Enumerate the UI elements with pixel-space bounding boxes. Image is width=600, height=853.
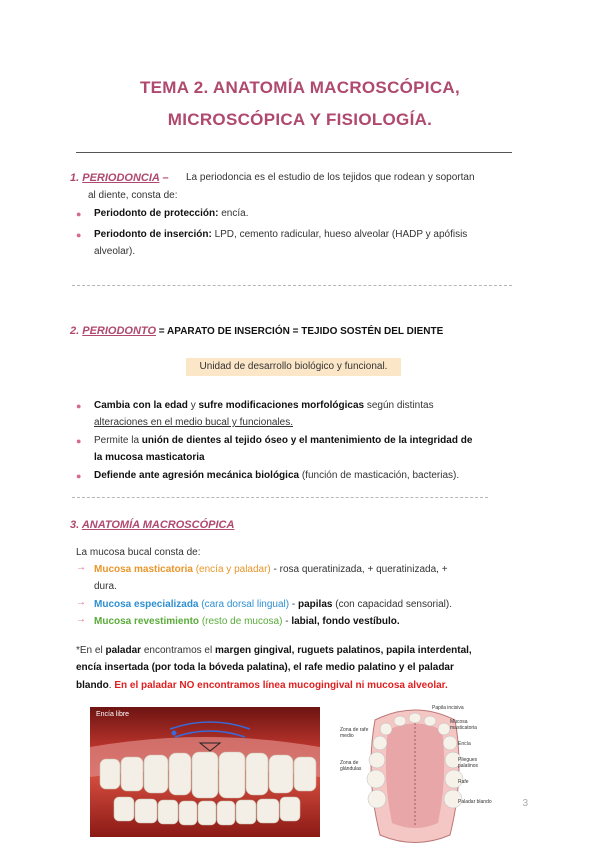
diagram-label: Pliegues palatinos xyxy=(458,757,479,769)
diagram-label: Encía xyxy=(458,741,471,747)
bullet-icon: ● xyxy=(76,471,82,481)
diagram-label: Rafe xyxy=(458,779,469,785)
arrow-right-icon: → xyxy=(76,597,86,608)
section-3-intro: La mucosa bucal consta de: xyxy=(76,547,201,558)
list-item-cont: alteraciones en el medio bucal y funcionales. xyxy=(94,417,294,428)
section-1-intro-cont: al diente, consta de: xyxy=(88,190,178,201)
photo-label: Encía libre xyxy=(96,711,130,718)
diagram-label: Mucosa masticatoria xyxy=(450,719,477,731)
teeth-photo xyxy=(90,707,320,837)
arrow-right-icon: → xyxy=(76,614,86,625)
highlight-box: Unidad de desarrollo biológico y funcional. xyxy=(186,358,401,376)
section-1-heading xyxy=(70,172,169,184)
bullet-icon: ● xyxy=(76,230,82,240)
list-item-cont: dura. xyxy=(94,581,117,592)
page-number: 3 xyxy=(522,798,528,809)
bullet-icon: ● xyxy=(76,436,82,446)
section-divider xyxy=(72,497,488,498)
list-item: Mucosa masticatoria (encía y paladar) - rosa queratinizada, + queratinizada, + xyxy=(94,564,448,575)
section-3-heading: 3. ANATOMÍA MACROSCÓPICA xyxy=(70,519,235,531)
list-item-cont: alveolar). xyxy=(94,246,136,257)
title-divider xyxy=(76,152,512,153)
diagram-label: Zona de glándulas xyxy=(340,760,362,772)
note-line-2: encía insertada (por toda la bóveda palatina), el rafe medio palatino y el paladar xyxy=(76,662,454,673)
section-number: 1. xyxy=(70,172,80,184)
diagram-label: Paladar blando xyxy=(458,799,492,805)
note-line-3: blando. En el paladar NO encontramos línea mucogingival ni mucosa alveolar. xyxy=(76,680,448,691)
diagram-label: Zona de rafe medio xyxy=(340,727,369,739)
section-2-heading: 2. PERIODONTO = APARATO DE INSERCIÓN = TEJIDO SOSTÉN DEL DIENTE xyxy=(70,325,444,337)
section-divider xyxy=(72,285,512,286)
arrow-right-icon: → xyxy=(76,562,86,573)
page-title-line2: MICROSCÓPICA Y FISIOLOGÍA. xyxy=(167,110,433,129)
diagram-label: Papila incisiva xyxy=(432,705,464,711)
bullet-icon: ● xyxy=(76,209,82,219)
list-item: Periodonto de protección: encía. xyxy=(94,208,249,219)
note-line-1: *En el paladar encontramos el margen gingival, ruguets palatinos, papila interdental, xyxy=(76,645,472,656)
page-title-line1: TEMA 2. ANATOMÍA MACROSCÓPICA, xyxy=(139,78,461,97)
list-item: Cambia con la edad y sufre modificaciones morfológicas según distintas xyxy=(94,400,434,411)
list-item-cont: la mucosa masticatoria xyxy=(94,452,205,463)
section-1-intro: La periodoncia es el estudio de los tejidos que rodean y soportan xyxy=(186,172,475,183)
list-item: Permite la unión de dientes al tejido óseo y el mantenimiento de la integridad de xyxy=(94,435,473,446)
list-item: Periodonto de inserción: LPD, cemento radicular, hueso alveolar (HADP y apófisis xyxy=(94,229,468,240)
palate-diagram xyxy=(340,705,500,848)
list-item: Defiende ante agresión mecánica biológica (función de masticación, bacterias). xyxy=(94,470,460,481)
list-item: Mucosa especializada (cara dorsal lingual) - papilas (con capacidad sensorial). xyxy=(94,599,452,610)
section-dash: – xyxy=(162,172,169,184)
list-item: Mucosa revestimiento (resto de mucosa) - labial, fondo vestíbulo. xyxy=(94,616,400,627)
bullet-icon: ● xyxy=(76,401,82,411)
section-title: PERIODONCIA xyxy=(82,172,160,184)
